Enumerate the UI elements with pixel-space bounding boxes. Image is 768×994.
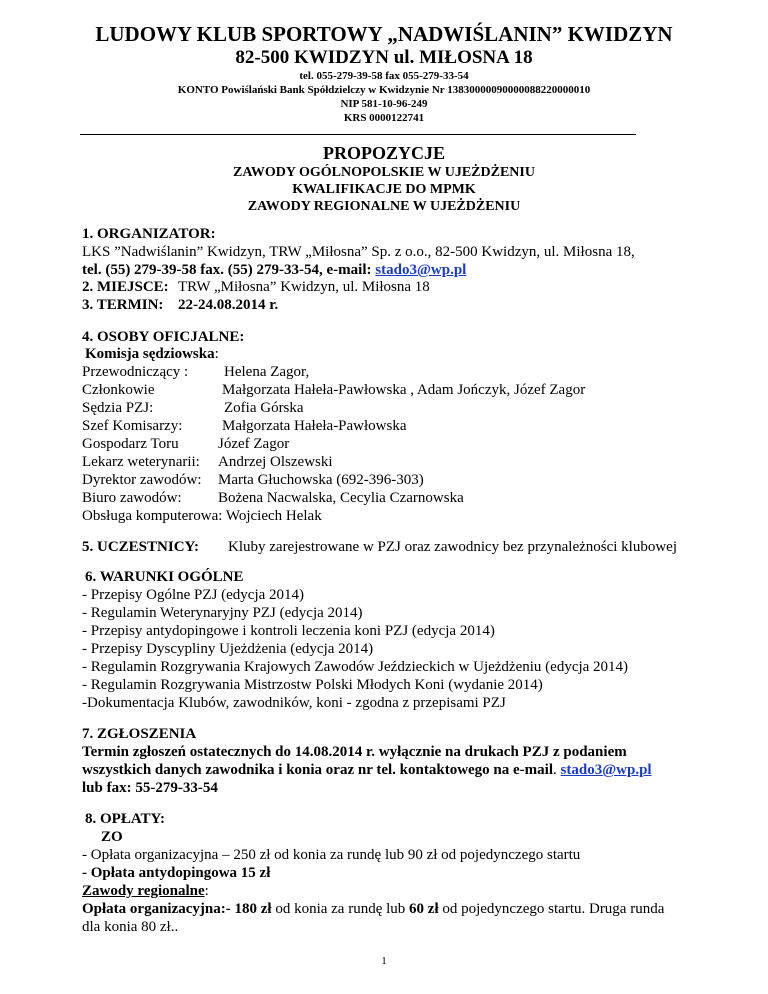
- entries-line-2: [82, 762, 652, 779]
- regional-fee-d: od pojedynczego startu. Druga runda: [438, 901, 665, 917]
- official-name: Marta Głuchowska (692-396-303): [218, 472, 424, 488]
- official-name: Bożena Nacwalska, Cecylia Czarnowska: [218, 490, 464, 506]
- official-role: Dyrektor zawodów:: [82, 472, 202, 488]
- official-role: Gospodarz Toru: [82, 436, 179, 452]
- club-address: 82-500 KWIDZYN ul. MIŁOSNA 18: [235, 47, 533, 68]
- organizer-contact-line: [82, 262, 466, 279]
- regional-fee-c: 60 zł: [409, 901, 439, 917]
- entries-line-3: lub fax: 55-279-33-54: [82, 780, 218, 796]
- general-conditions-heading: 6. WARUNKI OGÓLNE: [85, 569, 244, 585]
- condition-item: - Przepisy antydopingowe i kontroli leczenia koni PZJ (edycja 2014): [82, 623, 495, 639]
- club-bank-account: KONTO Powiślański Bank Spółdzielczy w Kwidzynie Nr 13830000090000088220000010: [177, 84, 591, 96]
- club-name: LUDOWY KLUB SPORTOWY „NADWIŚLANIN” KWIDZYN: [95, 22, 673, 46]
- entries-email-link[interactable]: stado3@wp.pl: [560, 762, 652, 778]
- regional-fee-b: od konia za rundę lub: [271, 901, 410, 917]
- participants-value: Kluby zarejestrowane w PZJ oraz zawodnicy bez przynależności klubowej: [228, 539, 677, 555]
- regional-fee-line-2: dla konia 80 zł..: [82, 919, 179, 935]
- official-role: Członkowie: [82, 382, 155, 398]
- judges-committee-heading: [85, 346, 219, 363]
- official-name: Andrzej Olszewski: [218, 454, 333, 470]
- organizer-phone-fax: tel. (55) 279-39-58 fax. (55) 279-33-54, e-mail:: [82, 262, 376, 278]
- condition-item: - Regulamin Rozgrywania Mistrzostw Polski Młodych Koni (wydanie 2014): [82, 677, 543, 693]
- entries-line-1: Termin zgłoszeń ostatecznych do 14.08.2014 r. wyłącznie na drukach PZJ z podaniem: [82, 744, 627, 760]
- officials-heading: 4. OSOBY OFICJALNE:: [82, 329, 245, 345]
- judges-committee-colon: :: [214, 346, 219, 362]
- title-line-1: ZAWODY OGÓLNOPOLSKIE W UJEŻDŻENIU: [233, 165, 535, 180]
- official-name: Zofia Górska: [224, 400, 304, 416]
- date-label: 3. TERMIN:: [82, 297, 164, 313]
- club-krs: KRS 0000122741: [343, 112, 425, 124]
- condition-item: - Przepisy Dyscypliny Ujeżdżenia (edycja 2014): [82, 641, 374, 657]
- condition-item: - Przepisy Ogólne PZJ (edycja 2014): [82, 587, 305, 603]
- club-nip: NIP 581-10-96-249: [340, 98, 428, 110]
- official-role: Szef Komisarzy:: [82, 418, 183, 434]
- title-line-2: KWALIFIKACJE DO MPMK: [292, 182, 476, 197]
- organizer-heading: 1. ORGANIZATOR:: [82, 226, 216, 242]
- condition-item: -Dokumentacja Klubów, zawodników, koni - zgodna z przepisami PZJ: [82, 695, 506, 711]
- entries-dot: .: [553, 762, 561, 778]
- official-role: Biuro zawodów:: [82, 490, 182, 506]
- venue-value: TRW „Miłosna” Kwidzyn, ul. Miłosna 18: [178, 279, 430, 295]
- date-value: 22-24.08.2014 r.: [178, 297, 279, 313]
- organizer-email-link[interactable]: stado3@wp.pl: [375, 262, 467, 278]
- computer-operator: Obsługa komputerowa: Wojciech Helak: [82, 508, 322, 524]
- entries-line-2-text: wszystkich danych zawodnika i konia oraz nr tel. kontaktowego na e-mail: [82, 762, 554, 778]
- official-name: Józef Zagor: [218, 436, 290, 452]
- judges-committee-label: Komisja sędziowska: [85, 346, 215, 362]
- regional-heading-label: Zawody regionalne: [82, 883, 205, 899]
- official-name: Małgorzata Hałeła-Pawłowska , Adam Jończyk, Józef Zagor: [222, 382, 586, 398]
- regional-fee-a: Opłata organizacyjna:- 180 zł: [82, 901, 272, 917]
- regional-heading-colon: :: [204, 883, 209, 899]
- title-line-3: ZAWODY REGIONALNE W UJEŻDŻENIU: [247, 199, 521, 214]
- participants-label: 5. UCZESTNICY:: [82, 539, 199, 555]
- official-name: Helena Zagor,: [224, 364, 310, 380]
- fees-heading: 8. OPŁATY:: [85, 811, 166, 827]
- venue-label: 2. MIEJSCE:: [82, 279, 169, 295]
- document-title: PROPOZYCJE: [322, 143, 445, 163]
- entries-heading: 7. ZGŁOSZENIA: [82, 726, 197, 742]
- fee-organizational: - Opłata organizacyjna – 250 zł od konia za rundę lub 90 zł od pojedynczego startu: [82, 847, 581, 863]
- official-role: Przewodniczący :: [82, 364, 189, 380]
- page-number: 1: [381, 955, 387, 967]
- official-name: Małgorzata Hałeła-Pawłowska: [222, 418, 407, 434]
- club-phone-fax: tel. 055-279-39-58 fax 055-279-33-54: [299, 70, 469, 82]
- condition-item: - Regulamin Rozgrywania Krajowych Zawodów Jeździeckich w Ujeżdżeniu (edycja 2014): [82, 659, 629, 675]
- regional-fee-line: [82, 901, 664, 918]
- official-role: Sędzia PZJ:: [82, 400, 154, 416]
- fee-antidoping: - Opłata antydopingowa 15 zł: [82, 865, 271, 881]
- official-role: Lekarz weterynarii:: [82, 454, 200, 470]
- organizer-line-1: LKS ”Nadwiślanin” Kwidzyn, TRW „Miłosna” Sp. z o.o., 82-500 Kwidzyn, ul. Miłosna 18,: [82, 244, 635, 260]
- condition-item: - Regulamin Weterynaryjny PZJ (edycja 2014): [82, 605, 363, 621]
- fees-zo-label: ZO: [101, 829, 123, 845]
- header-divider: [80, 134, 636, 135]
- regional-heading: [82, 883, 209, 900]
